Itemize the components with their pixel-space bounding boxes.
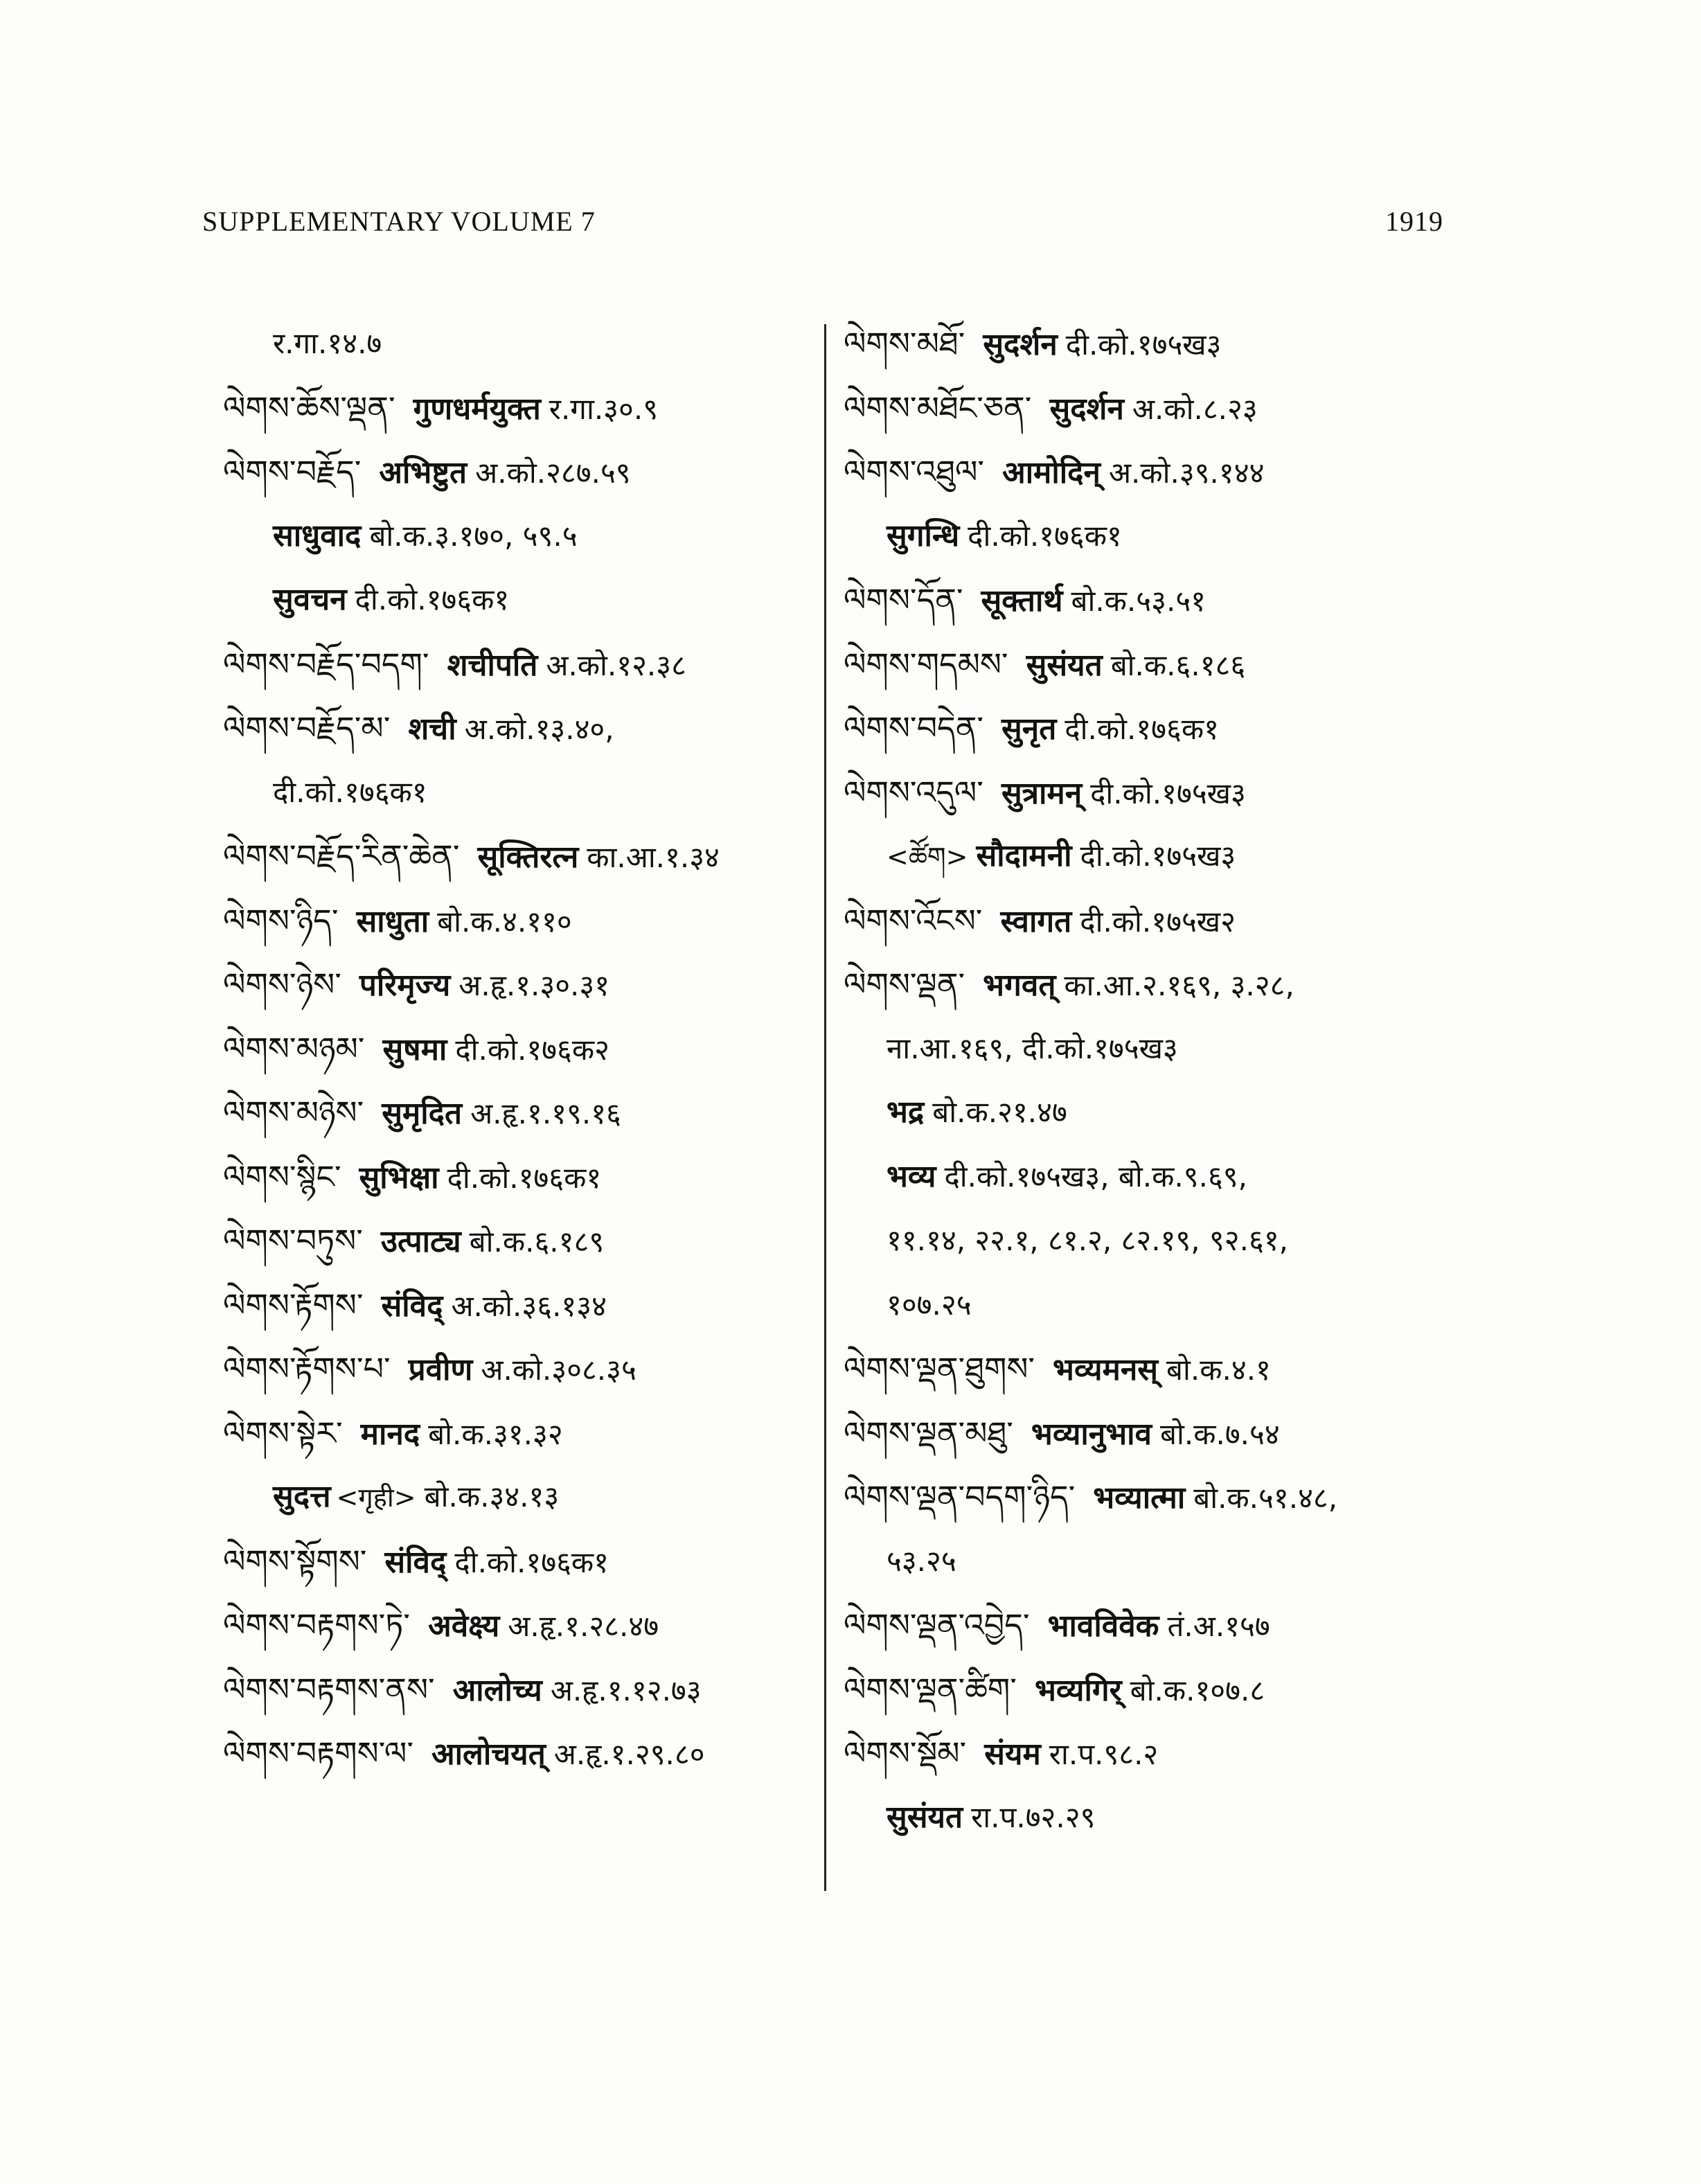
- tibetan-headword: ལེགས་བརྟགས་ཏེ་: [223, 1606, 411, 1644]
- tibetan-headword: ལེགས་ཆོས་ལྡན་: [223, 389, 395, 427]
- bracket-note: <ཚོག>: [887, 842, 968, 872]
- source-reference: तं.अ.१५७: [1167, 1609, 1270, 1643]
- dictionary-entry: [844, 1337, 1453, 1401]
- source-reference: अ.को.८.२३: [1132, 391, 1258, 426]
- dictionary-entry: [223, 440, 819, 504]
- dictionary-entry: [223, 1593, 819, 1658]
- tibetan-headword: ལེགས་བརྗོད་བདག་: [223, 645, 429, 683]
- tibetan-headword: ལེགས་གདམས་: [844, 645, 1008, 683]
- bracket-note: <गृही>: [336, 1482, 416, 1513]
- tibetan-headword: ལེགས་འདུལ་: [844, 773, 983, 811]
- sanskrit-equivalent: साधुवाद: [273, 517, 362, 553]
- source-reference: दी.को.१७५ख३: [1065, 328, 1222, 362]
- source-reference: बो.क.७.५४: [1160, 1417, 1280, 1451]
- source-reference: अ.को.२८७.५९: [475, 456, 631, 490]
- sanskrit-equivalent: गुणधर्मयुक्त: [413, 391, 541, 427]
- source-reference: बो.क.१०७.८: [1130, 1673, 1265, 1707]
- sanskrit-equivalent: आलोचयत्: [431, 1737, 546, 1772]
- source-reference: दी.को.१७६क१: [273, 774, 427, 809]
- left-column: [223, 312, 819, 1786]
- dictionary-entry: [223, 1081, 819, 1145]
- sanskrit-equivalent: सुदर्शन: [983, 327, 1058, 362]
- sanskrit-equivalent: सुषमा: [382, 1031, 447, 1067]
- dictionary-entry: [844, 952, 1453, 1017]
- entry-continuation: [844, 1209, 1453, 1273]
- source-reference: अ.को.३९.१४४: [1108, 456, 1265, 490]
- source-reference: बो.क.५३.५१: [1071, 584, 1206, 618]
- sanskrit-equivalent: भव्यात्मा: [1093, 1480, 1186, 1516]
- entry-continuation: [844, 824, 1453, 889]
- dictionary-entry: [223, 1145, 819, 1209]
- dictionary-entry: [223, 1337, 819, 1401]
- dictionary-entry: [844, 1465, 1453, 1529]
- dictionary-entry: [844, 312, 1453, 376]
- sanskrit-equivalent: सुमृदित: [382, 1096, 463, 1131]
- dictionary-entry: [223, 1017, 819, 1081]
- entry-continuation: [223, 761, 819, 825]
- sanskrit-equivalent: संविद्: [381, 1288, 443, 1324]
- source-reference: का.आ.१.३४: [587, 840, 720, 874]
- tibetan-headword: ལེགས་མཉེས་: [223, 1094, 364, 1131]
- source-reference: बो.क.२१.४७: [932, 1095, 1067, 1129]
- entry-continuation: [844, 1017, 1453, 1081]
- entry-continuation: [844, 1273, 1453, 1338]
- sanskrit-equivalent: भावविवेक: [1047, 1608, 1159, 1644]
- source-reference: बो.क.३४.१३: [424, 1480, 560, 1513]
- right-column: [844, 312, 1453, 1849]
- sanskrit-equivalent: सुसंयत: [1026, 647, 1103, 683]
- tibetan-headword: ལེགས་དོན་: [844, 581, 963, 619]
- column-divider: [824, 324, 826, 1891]
- dictionary-entry: [223, 952, 819, 1017]
- source-reference: ११.१४, २२.१, ८१.२, ८२.१९, ९२.६१,: [887, 1223, 1289, 1257]
- sanskrit-equivalent: सुनृत: [1001, 711, 1057, 747]
- sanskrit-equivalent: सुदर्शन: [1049, 391, 1124, 427]
- sanskrit-equivalent: आलोच्य: [452, 1672, 542, 1708]
- tibetan-headword: ལེགས་བརྟགས་ལ་: [223, 1734, 414, 1772]
- sanskrit-equivalent: संयम: [984, 1737, 1041, 1772]
- entry-continuation: [844, 504, 1453, 569]
- dictionary-entry: [844, 376, 1453, 441]
- sanskrit-equivalent: सुसंयत: [887, 1799, 963, 1835]
- dictionary-entry: [844, 696, 1453, 761]
- source-reference: का.आ.२.१६९, ३.२८,: [1064, 968, 1294, 1002]
- entry-continuation: [223, 1465, 819, 1529]
- tibetan-headword: ལེགས་བརྟགས་ནས་: [223, 1670, 435, 1708]
- entry-continuation: [223, 568, 819, 632]
- dictionary-entry: [223, 1529, 819, 1594]
- sanskrit-equivalent: संविद्: [384, 1544, 447, 1580]
- sanskrit-equivalent: भव्यानुभाव: [1031, 1416, 1152, 1452]
- tibetan-headword: ལེགས་ལྡན་བདག་ཉིད་: [844, 1478, 1076, 1516]
- sanskrit-equivalent: स्वागत: [1000, 903, 1072, 939]
- sanskrit-equivalent: भव्यमनस्: [1053, 1352, 1159, 1387]
- tibetan-headword: ལེགས་ལྡན་: [844, 966, 965, 1003]
- sanskrit-equivalent: सुगन्धि: [887, 517, 960, 553]
- dictionary-entry: [223, 1273, 819, 1338]
- source-reference: दी.को.१७६क२: [455, 1032, 609, 1067]
- tibetan-headword: ལེགས་ལྡན་འབྱེད་: [844, 1606, 1030, 1644]
- dictionary-entry: [223, 824, 819, 889]
- sanskrit-equivalent: सुभिक्षा: [359, 1160, 439, 1196]
- tibetan-headword: ལེགས་བདེན་: [844, 709, 984, 747]
- tibetan-headword: ལེགས་མཉམ་: [223, 1029, 365, 1067]
- tibetan-headword: ལེགས་འཐུལ་: [844, 453, 985, 490]
- volume-title: SUPPLEMENTARY VOLUME 7: [202, 206, 596, 237]
- entry-continuation: [844, 1145, 1453, 1209]
- source-reference: अ.को.१३.४०,: [464, 712, 614, 746]
- entry-continuation: [844, 1786, 1453, 1850]
- source-reference: रा.प.९८.२: [1049, 1737, 1159, 1771]
- running-header: [202, 205, 1443, 247]
- dictionary-entry: [844, 1401, 1453, 1466]
- source-reference: र.गा.३०.९: [549, 391, 659, 426]
- tibetan-headword: ལེགས་སྙིང་: [223, 1157, 341, 1196]
- sanskrit-equivalent: शचीपति: [447, 647, 538, 683]
- source-reference: दी.को.१७५ख३, बो.क.९.६९,: [944, 1159, 1247, 1193]
- dictionary-entry: [223, 1209, 819, 1273]
- source-reference: बो.क.३.१७०, ५९.५: [369, 518, 578, 553]
- sanskrit-equivalent: सुत्रामन्: [1001, 775, 1083, 811]
- tibetan-headword: ལེགས་འོངས་: [844, 901, 983, 939]
- source-reference: अ.हृ.१.१९.१६: [470, 1097, 621, 1130]
- dictionary-entry: [223, 632, 819, 697]
- tibetan-headword: ལེགས་བཏུས་: [223, 1222, 363, 1259]
- dictionary-entry: [223, 696, 819, 761]
- source-reference: दी.को.१७५ख३: [1080, 839, 1236, 873]
- dictionary-entry: [844, 1721, 1453, 1786]
- source-reference: अ.को.३६.१३४: [451, 1288, 607, 1323]
- dictionary-entry: [223, 1658, 819, 1722]
- source-reference: रा.प.७२.२९: [971, 1800, 1096, 1834]
- sanskrit-equivalent: सुदत्त: [273, 1479, 331, 1514]
- tibetan-headword: ལེགས་མཐོང་ཅན་: [844, 389, 1032, 427]
- tibetan-headword: ལེགས་ཉིད་: [223, 901, 339, 939]
- source-reference: अ.को.१२.३८: [546, 648, 686, 682]
- dictionary-entry: [844, 440, 1453, 504]
- source-reference: बो.क.५१.४८,: [1193, 1481, 1338, 1515]
- sanskrit-equivalent: अभिष्टुत: [379, 455, 467, 490]
- sanskrit-equivalent: प्रवीण: [408, 1352, 473, 1387]
- sanskrit-equivalent: सौदामनी: [976, 838, 1072, 873]
- entry-continuation: [844, 1529, 1453, 1594]
- source-reference: १०७.२५: [887, 1287, 972, 1322]
- dictionary-entry: [223, 889, 819, 953]
- source-reference: बो.क.६.१८६: [1110, 648, 1246, 682]
- dictionary-entry: [844, 632, 1453, 697]
- tibetan-headword: ལེགས་ལྡན་ཐུགས་: [844, 1350, 1035, 1387]
- sanskrit-equivalent: मानद: [360, 1416, 420, 1452]
- tibetan-headword: ལེགས་སྡོམ་: [844, 1734, 967, 1772]
- tibetan-headword: ལེགས་ལྡན་མཐུ་: [844, 1414, 1013, 1452]
- source-reference: दी.को.१७६क१: [1065, 712, 1219, 746]
- dictionary-entry: [844, 1593, 1453, 1658]
- page-number: 1919: [1385, 206, 1443, 237]
- source-reference: दी.को.१७६क१: [447, 1160, 602, 1195]
- sanskrit-equivalent: भद्र: [887, 1094, 925, 1130]
- source-reference: अ.हृ.१.१२.७३: [550, 1673, 702, 1707]
- tibetan-headword: ལེགས་སྟོགས་: [223, 1542, 367, 1580]
- sanskrit-equivalent: आमोदिन्: [1002, 455, 1101, 490]
- tibetan-headword: ལེགས་མཐོ་: [844, 325, 965, 362]
- sanskrit-equivalent: परिमृज्य: [359, 968, 451, 1003]
- dictionary-entry: [223, 1401, 819, 1466]
- source-reference: अ.हृ.१.२८.४७: [508, 1609, 659, 1643]
- tibetan-headword: ལེགས་བརྗོད་: [223, 453, 362, 490]
- sanskrit-equivalent: शची: [408, 711, 456, 747]
- tibetan-headword: ལེགས་སྟེར་: [223, 1414, 343, 1452]
- dictionary-entry: [844, 1658, 1453, 1722]
- tibetan-headword: ལེགས་བརྗོད་རིན་ཆེན་: [223, 837, 460, 875]
- source-reference: बो.क.६.१८९: [469, 1225, 605, 1259]
- dictionary-entry: [223, 376, 819, 441]
- sanskrit-equivalent: भगवत्: [983, 968, 1056, 1003]
- source-reference: बो.क.४.११०: [437, 904, 572, 939]
- tibetan-headword: ལེགས་རྟོགས་: [223, 1286, 364, 1324]
- sanskrit-equivalent: साधुता: [356, 903, 429, 939]
- dictionary-entry: [844, 889, 1453, 953]
- tibetan-headword: ལེགས་ཉེས་: [223, 966, 341, 1003]
- tibetan-headword: ལེགས་ལྡན་ཚིག་: [844, 1670, 1017, 1708]
- sanskrit-equivalent: अवेक्ष्य: [428, 1608, 500, 1644]
- source-reference: अ.हृ.१.३०.३१: [458, 968, 610, 1002]
- source-reference: बो.क.४.१: [1166, 1353, 1271, 1387]
- sanskrit-equivalent: सुवचन: [273, 582, 347, 617]
- source-reference: बो.क.३१.३२: [428, 1417, 563, 1451]
- source-reference: दी.को.१७६क१: [355, 583, 510, 616]
- sanskrit-equivalent: उत्पाट्य: [380, 1224, 461, 1259]
- sanskrit-equivalent: भव्य: [887, 1158, 936, 1194]
- source-reference: र.गा.१४.७: [273, 326, 382, 360]
- entry-continuation: [223, 312, 819, 376]
- source-reference: दी.को.१७५ख३: [1090, 776, 1246, 810]
- source-reference: अ.हृ.१.२९.८०: [553, 1737, 705, 1771]
- source-reference: दी.को.१७६क१: [968, 518, 1122, 553]
- source-reference: दी.को.१७५ख२: [1080, 904, 1236, 939]
- entry-continuation: [223, 504, 819, 569]
- dictionary-entry: [844, 761, 1453, 825]
- source-reference: ना.आ.१६९, दी.को.१७५ख३: [887, 1031, 1178, 1065]
- tibetan-headword: ལེགས་བརྗོད་མ་: [223, 709, 391, 747]
- sanskrit-equivalent: सूक्तिरत्न: [477, 840, 579, 875]
- source-reference: दी.को.१७६क१: [454, 1545, 609, 1579]
- tibetan-headword: ལེགས་རྟོགས་པ་: [223, 1350, 391, 1387]
- sanskrit-equivalent: भव्यगिर्: [1034, 1672, 1122, 1708]
- dictionary-entry: [223, 1721, 819, 1786]
- source-reference: ५३.२५: [887, 1543, 956, 1578]
- sanskrit-equivalent: सूक्तार्थ: [981, 583, 1063, 619]
- entry-continuation: [844, 1081, 1453, 1145]
- source-reference: अ.को.३०८.३५: [481, 1353, 636, 1387]
- dictionary-entry: [844, 568, 1453, 632]
